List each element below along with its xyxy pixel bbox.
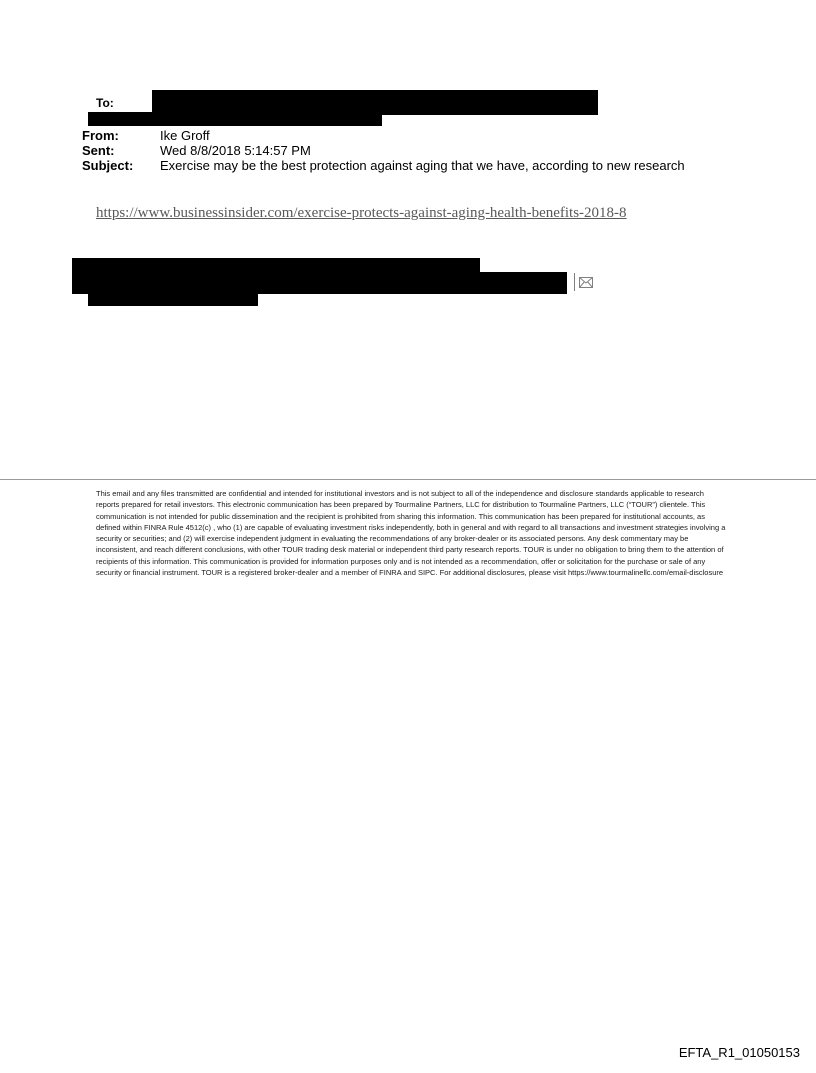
from-label: From: [82, 128, 119, 143]
subject-label: Subject: [82, 158, 134, 173]
redaction-signature-line3 [88, 290, 258, 306]
sent-row [82, 143, 311, 158]
subject-row [82, 158, 685, 173]
redaction-signature-line2 [470, 272, 567, 294]
from-row [82, 128, 210, 143]
page-divider [0, 479, 816, 480]
document-id: EFTA_R1_01050153 [678, 1045, 800, 1060]
sent-label: Sent: [82, 143, 115, 158]
from-value: Ike Groff [160, 128, 210, 143]
envelope-icon [579, 277, 593, 288]
subject-value: Exercise may be the best protection against aging that we have, according to new research [160, 158, 685, 173]
sent-value: Wed 8/8/2018 5:14:57 PM [160, 143, 311, 158]
signature-separator [574, 273, 575, 291]
article-link[interactable]: https://www.businessinsider.com/exercise-protects-against-aging-health-benefits-2018-8 [96, 205, 627, 221]
to-label: To: [96, 96, 114, 110]
redaction-to-recipients-line2 [88, 112, 382, 126]
redaction-signature-line1 [72, 258, 480, 294]
legal-disclaimer: This email and any files transmitted are confidential and intended for institutional investors and is not subject to all of the independence and disclosure standards applicable to research reports prepared for retail investors. This electronic communication has been prepared by Tourmaline Partners, LLC for distribution to Tourmaline Partners, LLC (“TOUR”) clientele. This communication is not intended for public dissemination and the recipient is prohibited from sharing this information. This communication has been prepared for institutional accounts, as defined within FINRA Rule 4512(c) , who (1) are capable of evaluating investment risks independently, both in general and with regard to all transactions and investment strategies involving a security or securities; and (2) will exercise independent judgment in evaluating the recommendations of any broker-dealer or its associated persons. Any desk commentary may be inconsistent, and reach different conclusions, with other TOUR trading desk material or independent third party research reports. TOUR is under no obligation to bring them to the attention of recipients of this information. This communication is provided for information purposes only and is not intended as a recommendation, offer or solicitation for the purchase or sale of any security or financial instrument. TOUR is a registered broker-dealer and a member of FINRA and SIPC. For additional disclosures, please visit https://www.tourmalinellc.com/email-disclosure [96, 489, 726, 578]
